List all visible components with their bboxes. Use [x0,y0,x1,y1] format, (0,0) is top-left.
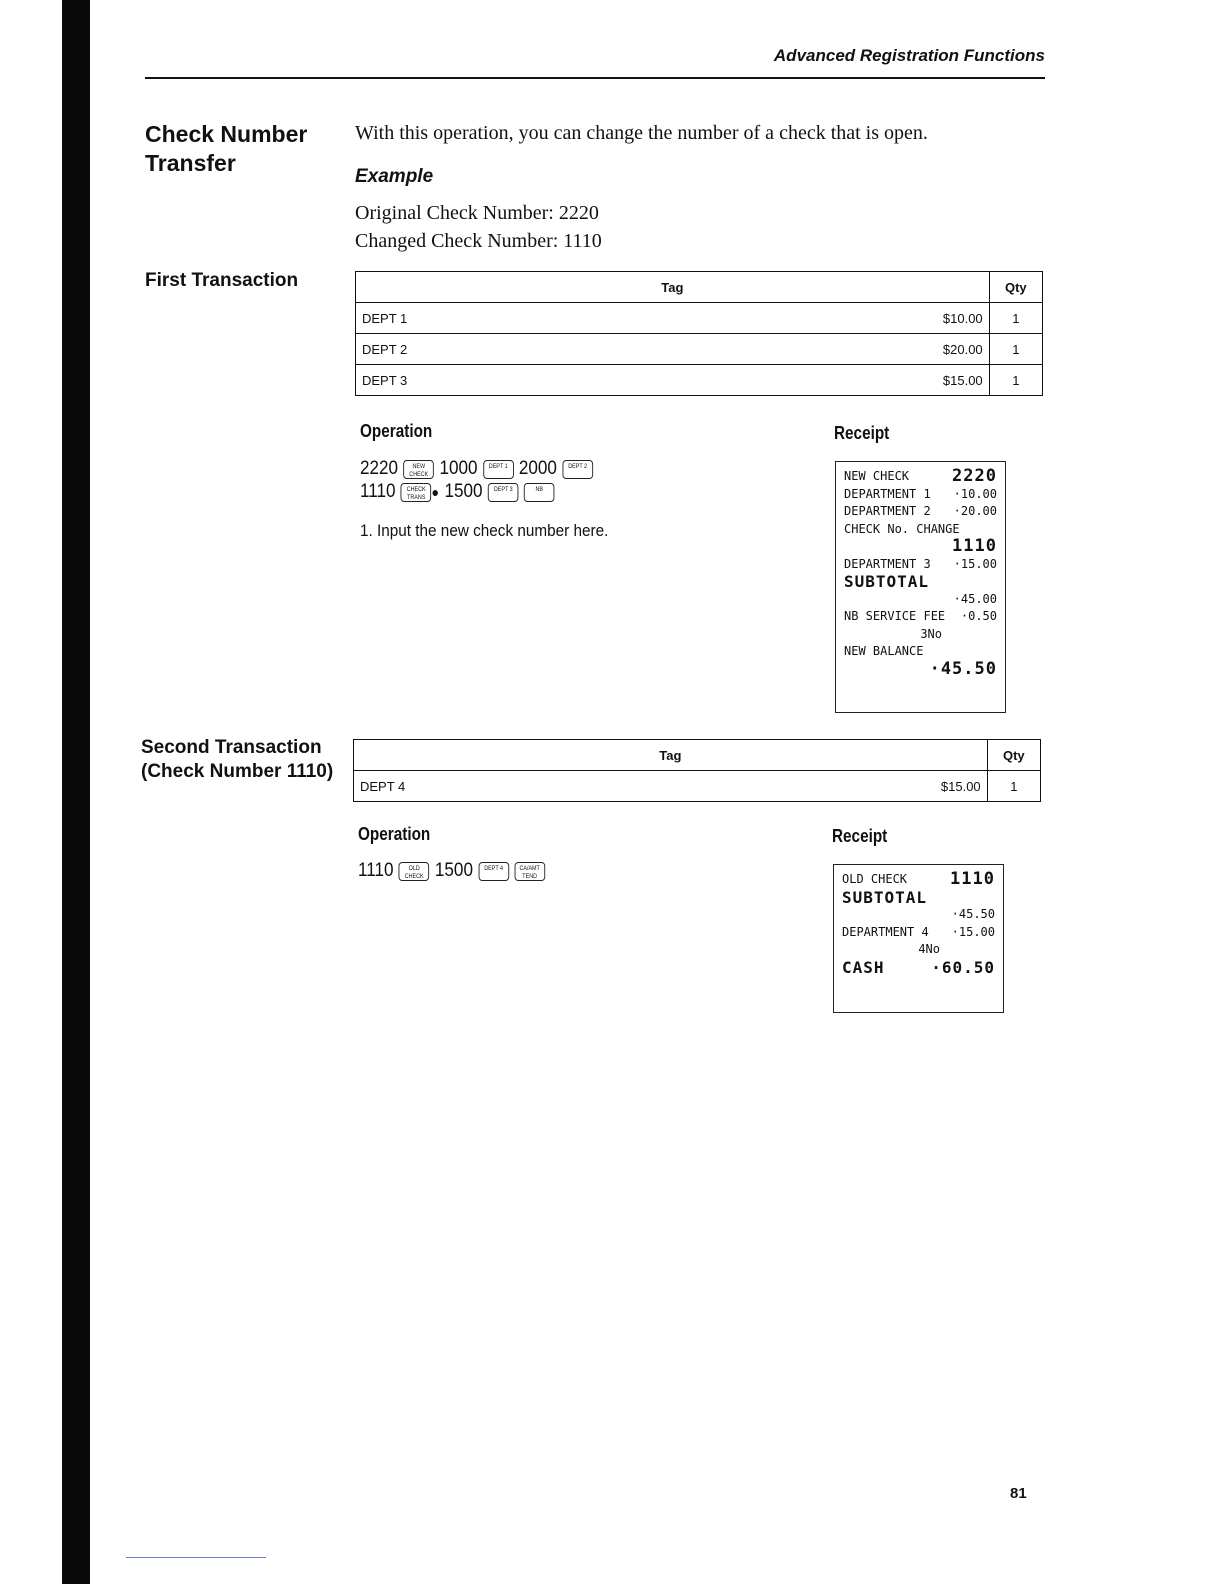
receipt-line [844,486,997,504]
first-operation-line2 [360,481,555,503]
note-marker-icon: ● [431,484,440,500]
section-title-line2: Transfer [145,150,236,176]
entry-number: 1500 [434,860,473,881]
first-receipt-heading: Receipt [834,423,890,443]
receipt-amount: ·20.00 [953,504,997,518]
receipt-cash-label: CASH [842,957,885,977]
qty-column-header: Qty [989,272,1042,303]
intro-text: With this operation, you can change the number of a check that is open. [355,122,928,144]
receipt-line [842,871,995,889]
header-rule [145,77,1045,79]
item-price: $20.00 [688,334,989,365]
receipt-cash-amount: ·60.50 [931,957,995,977]
table-header-row [354,740,1041,771]
receipt-label: NEW CHECK [844,469,910,483]
item-qty: 1 [989,365,1042,396]
dept4-key-icon: DEPT 4 [478,862,509,881]
second-receipt [833,864,1004,1013]
receipt-line [844,468,997,486]
receipt-check-number: 2220 [952,466,997,486]
table-row [356,334,1043,365]
item-name: DEPT 1 [356,303,689,334]
receipt-label: DEPARTMENT 1 [844,486,931,501]
first-receipt [835,461,1006,713]
item-qty: 1 [989,334,1042,365]
entry-number: 1500 [444,481,483,502]
dept1-key-icon: DEPT 1 [483,460,514,479]
receipt-count: 3No [920,626,942,641]
receipt-check-number: 1110 [950,869,995,889]
receipt-line [844,608,997,626]
receipt-amount: ·0.50 [960,609,997,623]
table-header-row [356,272,1043,303]
receipt-line: NEW BALANCE [844,644,924,658]
section-title [145,120,307,178]
receipt-label: DEPARTMENT 3 [844,556,931,571]
item-name: DEPT 3 [356,365,689,396]
receipt-label: NB SERVICE FEE [844,609,946,623]
item-price: $15.00 [686,771,987,802]
receipt-amount: ·45.50 [951,907,995,921]
entry-number: 1110 [358,860,394,881]
dept3-key-icon: DEPT 3 [488,483,519,502]
table-row [354,771,1041,802]
receipt-amount: ·15.00 [953,556,997,571]
second-label-line2: (Check Number 1110) [141,761,334,782]
item-price: $10.00 [688,303,989,334]
item-name: DEPT 4 [354,771,687,802]
first-note: 1. Input the new check number here. [360,521,609,540]
receipt-line [844,556,997,574]
receipt-new-number: 1110 [952,536,997,556]
item-price: $15.00 [688,365,989,396]
receipt-label: OLD CHECK [842,872,908,886]
section-title-line1: Check Number [145,121,308,147]
item-qty: 1 [989,303,1042,334]
receipt-amount: ·45.00 [953,591,997,606]
second-label-line1: Second Transaction [141,737,322,758]
nb-key-icon: NB [524,483,555,502]
old-check-key-icon: OLD CHECK [399,862,430,881]
original-check-number: Original Check Number: 2220 [355,202,599,224]
changed-check-number: Changed Check Number: 1110 [355,230,602,252]
first-tag-table [355,271,1043,396]
receipt-balance: ·45.50 [929,658,997,679]
item-qty: 1 [987,771,1040,802]
table-row [356,303,1043,334]
receipt-label: DEPARTMENT 4 [842,924,929,939]
second-receipt-heading: Receipt [832,826,888,846]
receipt-count: 4No [918,942,940,956]
entry-number: 1000 [439,458,478,479]
first-operation-heading: Operation [360,421,433,441]
tag-column-header: Tag [354,740,988,771]
check-trans-key-icon: CHECK TRANS [401,483,432,502]
receipt-amount: ·10.00 [953,486,997,501]
example-heading: Example [355,166,434,187]
receipt-subtotal: SUBTOTAL [844,572,930,591]
receipt-amount: ·15.00 [951,924,995,939]
qty-column-header: Qty [987,740,1040,771]
second-operation-line [358,860,545,882]
first-operation-line1 [360,458,593,480]
second-tag-table [353,739,1041,802]
receipt-label: DEPARTMENT 2 [844,504,931,518]
dept2-key-icon: DEPT 2 [562,460,593,479]
entry-number: 1110 [360,481,396,502]
second-operation-heading: Operation [358,824,431,844]
table-row [356,365,1043,396]
item-name: DEPT 2 [356,334,689,365]
cash-tend-key-icon: CA/AMT TEND [514,862,545,881]
entry-number: 2000 [518,458,557,479]
receipt-line [842,924,995,942]
binding-edge [62,0,90,1584]
receipt-subtotal: SUBTOTAL [842,887,928,907]
footer-line [126,1557,266,1558]
first-transaction-label: First Transaction [145,270,299,291]
receipt-line [844,503,997,521]
new-check-key-icon: NEW CHECK [403,460,434,479]
running-head: Advanced Registration Functions [773,46,1045,65]
second-transaction-label [141,736,333,784]
entry-number: 2220 [360,458,399,479]
page-number: 81 [1010,1485,1027,1502]
receipt-line: CHECK No. CHANGE [844,521,960,536]
receipt-line [842,959,995,977]
tag-column-header: Tag [356,272,990,303]
